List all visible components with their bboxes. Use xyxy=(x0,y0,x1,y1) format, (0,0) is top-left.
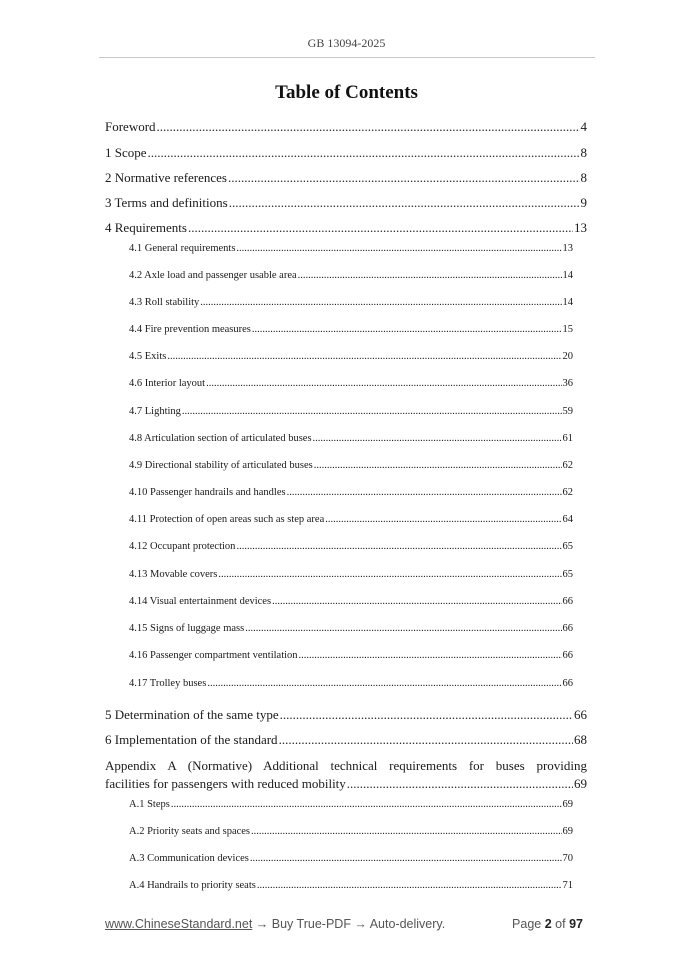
dot-leader xyxy=(280,707,573,723)
toc-page-number: 9 xyxy=(580,195,587,210)
dot-leader xyxy=(167,351,561,362)
toc-entry-4-6[interactable] xyxy=(129,378,573,389)
dot-leader xyxy=(236,541,561,552)
toc-page-number: 66 xyxy=(562,623,573,634)
toc-page-number: 62 xyxy=(562,487,573,498)
toc-page-number: 69 xyxy=(562,826,573,837)
dot-leader xyxy=(171,799,562,810)
toc-label: A.2 Priority seats and spaces xyxy=(129,826,251,837)
toc-entry-terms-definitions[interactable] xyxy=(105,195,587,211)
dot-leader xyxy=(245,623,561,634)
promo-text: → Buy True-PDF → Auto-delivery. xyxy=(255,917,446,931)
dot-leader xyxy=(206,378,561,389)
site-link[interactable]: www.ChineseStandard.net xyxy=(105,917,253,931)
dot-leader xyxy=(313,433,562,444)
toc-entry-4-2[interactable] xyxy=(129,270,573,281)
toc-page-number: 14 xyxy=(562,297,573,308)
toc-page-number: 62 xyxy=(562,460,573,471)
toc-entry-4-17[interactable] xyxy=(129,678,573,689)
current-page-number: 2 xyxy=(544,917,552,931)
toc-label: 4.8 Articulation section of articulated buses xyxy=(129,433,312,444)
toc-label: A.4 Handrails to priority seats xyxy=(129,880,256,891)
toc-page-number: 14 xyxy=(562,270,573,281)
toc-page-number: 4 xyxy=(580,119,587,134)
toc-label: 4.17 Trolley buses xyxy=(129,678,207,689)
toc-label: A.3 Communication devices xyxy=(129,853,249,864)
toc-entry-appendix-a-line1[interactable]: Appendix A (Normative) Additional technical requirements for buses providing xyxy=(105,758,587,773)
toc-entry-normative-references[interactable] xyxy=(105,170,587,186)
dot-leader xyxy=(298,270,562,281)
dot-leader xyxy=(188,220,573,236)
toc-page-number: 36 xyxy=(562,378,573,389)
toc-page-number: 69 xyxy=(574,776,587,791)
dot-leader xyxy=(236,243,561,254)
toc-label: facilities for passengers with reduced mobility xyxy=(105,776,346,791)
toc-page-number: 65 xyxy=(562,541,573,552)
toc-page-number: 68 xyxy=(574,732,587,747)
toc-entry-4-1[interactable] xyxy=(129,243,573,254)
toc-label: 4.11 Protection of open areas such as step area xyxy=(129,514,325,525)
dot-leader xyxy=(250,853,562,864)
header-divider xyxy=(99,57,595,58)
toc-label: 4.14 Visual entertainment devices xyxy=(129,596,272,607)
dot-leader xyxy=(228,170,580,186)
dot-leader xyxy=(314,460,562,471)
toc-label: 4.3 Roll stability xyxy=(129,297,200,308)
toc-page-number: 66 xyxy=(562,596,573,607)
toc-page-number: 66 xyxy=(562,650,573,661)
toc-page-number: 15 xyxy=(562,324,573,335)
toc-entry-4-7[interactable] xyxy=(129,406,573,417)
dot-leader xyxy=(272,596,561,607)
toc-page-number: 64 xyxy=(562,514,573,525)
dot-leader xyxy=(200,297,561,308)
total-pages: 97 xyxy=(569,917,583,931)
toc-entry-4-12[interactable] xyxy=(129,541,573,552)
toc-label: 4.16 Passenger compartment ventilation xyxy=(129,650,298,661)
toc-label: 4.6 Interior layout xyxy=(129,378,206,389)
toc-entry-a-4[interactable] xyxy=(129,880,573,891)
toc-label: 4.2 Axle load and passenger usable area xyxy=(129,270,297,281)
dot-leader xyxy=(148,145,580,161)
toc-label: 1 Scope xyxy=(105,145,147,160)
toc-page-number: 20 xyxy=(562,351,573,362)
dot-leader xyxy=(257,880,562,891)
toc-entry-same-type[interactable] xyxy=(105,707,587,723)
toc-entry-4-10[interactable] xyxy=(129,487,573,498)
toc-entry-appendix-a[interactable] xyxy=(105,776,587,792)
toc-page-number: 69 xyxy=(562,799,573,810)
toc-page-number: 66 xyxy=(574,707,587,722)
toc-entry-4-16[interactable] xyxy=(129,650,573,661)
toc-entry-4-4[interactable] xyxy=(129,324,573,335)
toc-label: 5 Determination of the same type xyxy=(105,707,279,722)
toc-entry-4-11[interactable] xyxy=(129,514,573,525)
toc-page-number: 59 xyxy=(562,406,573,417)
page-indicator xyxy=(512,917,583,931)
toc-entry-4-15[interactable] xyxy=(129,623,573,634)
dot-leader xyxy=(218,569,561,580)
toc-page-number: 66 xyxy=(562,678,573,689)
toc-page-number: 13 xyxy=(562,243,573,254)
toc-entry-4-3[interactable] xyxy=(129,297,573,308)
dot-leader xyxy=(287,487,562,498)
toc-label: 4.15 Signs of luggage mass xyxy=(129,623,245,634)
dot-leader xyxy=(251,826,561,837)
dot-leader xyxy=(157,119,580,135)
toc-page-number: 8 xyxy=(580,145,587,160)
toc-entry-4-8[interactable] xyxy=(129,433,573,444)
toc-page-number: 61 xyxy=(562,433,573,444)
toc-entry-4-9[interactable] xyxy=(129,460,573,471)
page-word: Page xyxy=(512,917,542,931)
toc-page-number: 71 xyxy=(562,880,573,891)
toc-label: 4.12 Occupant protection xyxy=(129,541,236,552)
dot-leader xyxy=(325,514,561,525)
toc-entry-scope[interactable] xyxy=(105,145,587,161)
toc-page-number: 65 xyxy=(562,569,573,580)
toc-label: 4.4 Fire prevention measures xyxy=(129,324,251,335)
toc-entry-4-14[interactable] xyxy=(129,596,573,607)
toc-entry-a-3[interactable] xyxy=(129,853,573,864)
of-word: of xyxy=(555,917,566,931)
dot-leader xyxy=(252,324,562,335)
toc-label: 4 Requirements xyxy=(105,220,187,235)
running-header: GB 13094-2025 xyxy=(307,36,386,50)
toc-entry-foreword[interactable] xyxy=(105,119,587,135)
toc-entry-a-2[interactable] xyxy=(129,826,573,837)
dot-leader xyxy=(207,678,561,689)
dot-leader xyxy=(229,195,580,211)
toc-entry-4-5[interactable] xyxy=(129,351,573,362)
page-title: Table of Contents xyxy=(275,82,418,103)
toc-label: 4.9 Directional stability of articulated buses xyxy=(129,460,313,471)
toc-label: 4.5 Exits xyxy=(129,351,167,362)
toc-label: 4.13 Movable covers xyxy=(129,569,218,580)
toc-label: 4.7 Lighting xyxy=(129,406,181,417)
toc-label: Foreword xyxy=(105,119,156,134)
toc-page-number: 70 xyxy=(562,853,573,864)
toc-page-number: 13 xyxy=(574,220,587,235)
dot-leader xyxy=(279,732,573,748)
page-footer xyxy=(105,917,583,931)
toc-entry-a-1[interactable] xyxy=(129,799,573,810)
toc-label: 2 Normative references xyxy=(105,170,227,185)
dot-leader xyxy=(299,650,562,661)
toc-label: 4.10 Passenger handrails and handles xyxy=(129,487,286,498)
toc-page-number: 8 xyxy=(580,170,587,185)
toc-entry-requirements[interactable] xyxy=(105,220,587,236)
toc-label: A.1 Steps xyxy=(129,799,170,810)
dot-leader xyxy=(347,776,573,792)
toc-label: 3 Terms and definitions xyxy=(105,195,228,210)
toc-entry-implementation[interactable] xyxy=(105,732,587,748)
footer-promo xyxy=(105,917,445,931)
dot-leader xyxy=(182,406,562,417)
toc-entry-4-13[interactable] xyxy=(129,569,573,580)
toc-label: 4.1 General requirements xyxy=(129,243,236,254)
toc-label: 6 Implementation of the standard xyxy=(105,732,278,747)
